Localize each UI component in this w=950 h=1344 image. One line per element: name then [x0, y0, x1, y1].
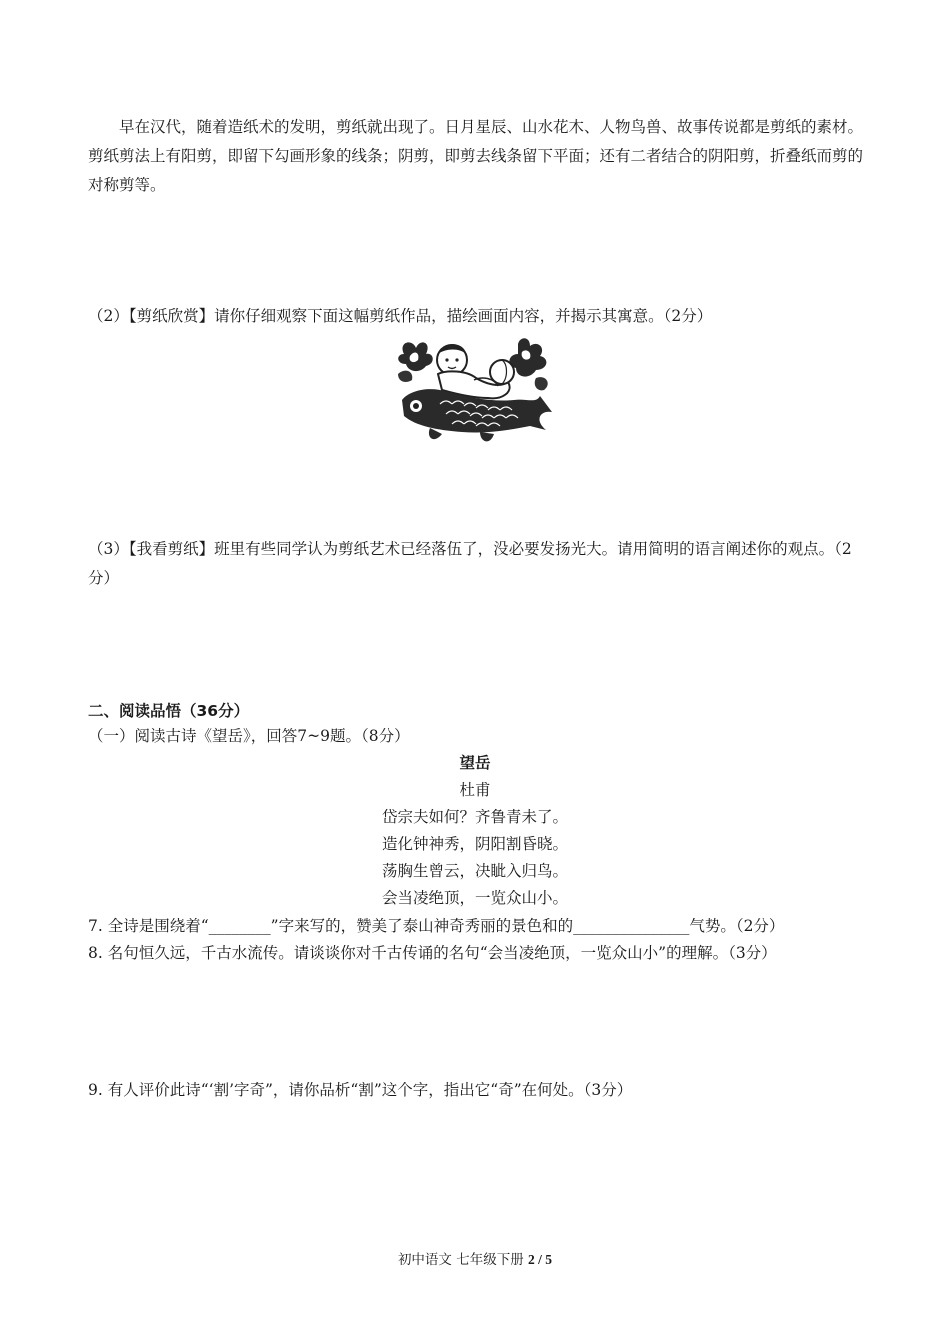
poem-author: 杜甫	[459, 781, 491, 799]
intro-paragraph: 早在汉代，随着造纸术的发明，剪纸就出现了。日月星辰、山水花木、人物鸟兽、故事传说都是剪纸的素材。剪纸剪法上有阳剪，即留下勾画形象的线条；阴剪，即剪去线条留下平面；还有二者结合的阴阳剪，折叠纸而剪的对称剪等。	[88, 118, 864, 194]
section-title: 二、阅读品悟（36分）	[88, 702, 250, 720]
poem-line: 会当凌绝顶，一览众山小。	[381, 889, 568, 907]
poem-line: 荡胸生曾云，决眦入归鸟。	[381, 862, 568, 880]
question-3: （3）【我看剪纸】班里有些同学认为剪纸艺术已经落伍了，没必要发扬光大。请用简明的语言阐述你的观点。（2分）	[88, 540, 852, 587]
poem-line: 造化钟神秀，阴阳割昏晓。	[381, 835, 568, 853]
page-number: 2 / 5	[528, 1252, 553, 1267]
question-9: 9. 有人评价此诗“‘割’字奇”，请你品析“割”这个字，指出它“奇”在何处。（3分）	[88, 1081, 633, 1099]
question-7: 7. 全诗是围绕着“________”字来写的，赞美了泰山神奇秀丽的景色和的_______________气势。（2分）	[88, 917, 785, 935]
page-footer	[0, 1248, 950, 1268]
question-8: 8. 名句恒久远，千古水流传。请谈谈你对千古传诵的名句“会当凌绝顶，一览众山小”的理解。（3分）	[88, 944, 777, 962]
subsection-title: （一）阅读古诗《望岳》，回答7~9题。（8分）	[88, 727, 410, 745]
paper-cut-boy-on-carp-image	[390, 334, 558, 450]
footer-label: 初中语文 七年级下册	[397, 1252, 529, 1268]
poem-line: 岱宗夫如何？齐鲁青未了。	[381, 808, 568, 826]
question-2: （2）【剪纸欣赏】请你仔细观察下面这幅剪纸作品，描绘画面内容，并揭示其寓意。（2分）	[88, 307, 713, 325]
poem-title: 望岳	[459, 754, 491, 772]
